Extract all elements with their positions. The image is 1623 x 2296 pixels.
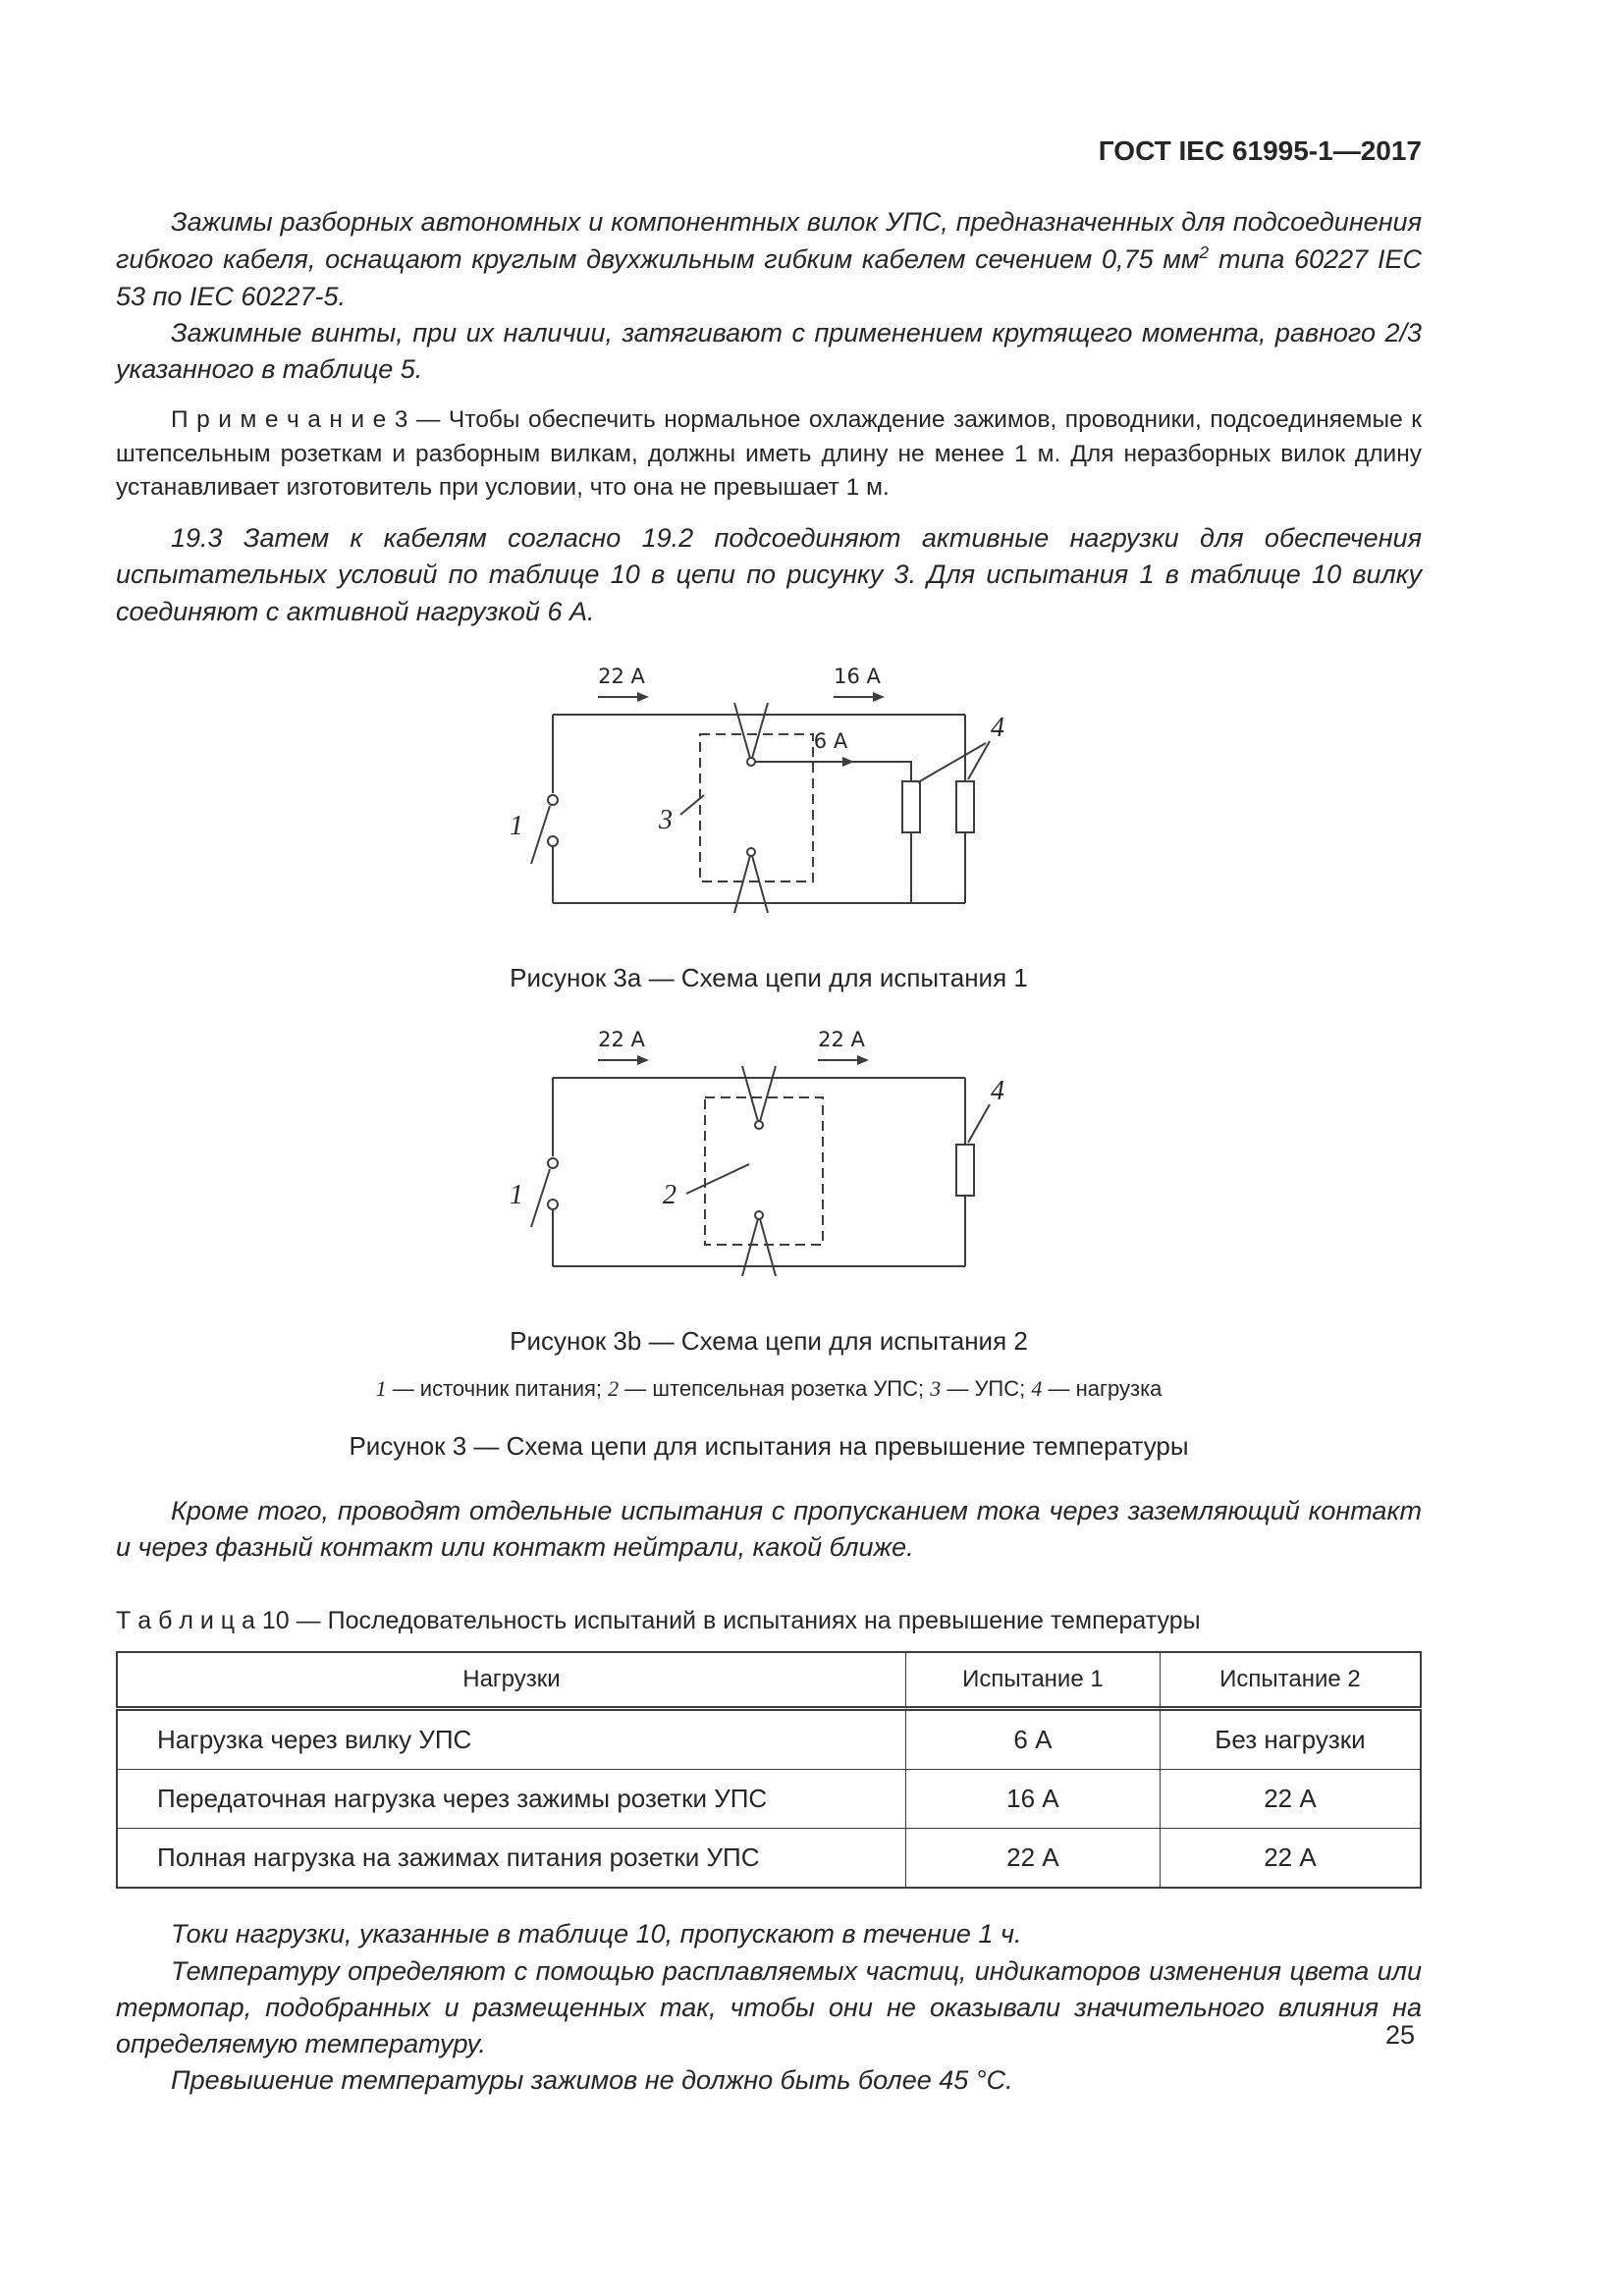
table-row [117,1709,1421,1770]
current-label-22a: 22 А [598,664,645,688]
legend-text-4: — нагрузка [1042,1375,1163,1401]
current-arrowhead-left [637,692,649,702]
ref-label-load: 4 [991,1075,1004,1106]
load-resistor-main [956,781,974,832]
plug-contact-top [734,703,768,762]
ups-dashed-boundary [700,734,813,881]
current-label-22a-left: 22 А [598,1027,645,1051]
legend-num-3: 3 [930,1375,942,1401]
ref-label-ups: 3 [659,804,673,835]
contact-point-top [747,758,755,766]
table-row [117,1829,1421,1889]
paragraph-separate-tests: Кроме того, проводят отдельные испытания с пропусканием тока через заземляющий контакт и через фазный контакт или контакт нейтрали, какой ближе. [116,1495,1422,1563]
legend-num-2: 2 [608,1375,620,1401]
ref-label-load: 4 [991,712,1004,743]
cell-test2-value: 22 А [1160,1770,1421,1829]
legend-text-1: — источник питания; [386,1375,609,1401]
supply-terminal-bottom [548,836,558,846]
page-number: 25 [1384,2020,1415,2050]
switch-blade [531,1169,550,1227]
current-label-16a: 16 А [834,664,881,688]
leader-line-2 [686,1164,749,1194]
current-arrowhead-right [873,692,885,702]
table-10-caption-label: Т а б л и ц а 10 [116,1607,290,1635]
note-3-label: П р и м е ч а н и е 3 [171,406,408,434]
table-10-caption [116,1607,1422,1635]
cell-test2-value: 22 А [1160,1829,1421,1889]
cell-load-name: Нагрузка через вилку УПС [117,1709,905,1770]
current-arrowhead-branch [842,757,854,767]
socket-dashed-boundary [705,1097,823,1245]
figure-legend [116,1376,1422,1402]
circuit-diagram-test2 [494,1009,1044,1313]
cell-load-name: Передаточная нагрузка через зажимы розетки УПС [117,1770,905,1829]
supply-terminal-bottom [548,1200,558,1209]
ref-label-source: 1 [510,1179,523,1210]
paragraph-currents-duration: Токи нагрузки, указанные в таблице 10, пропускают в течение 1 ч. [171,1919,1022,1949]
table-row [117,1770,1421,1829]
figure-3a [116,646,1422,955]
superscript-2: 2 [1199,242,1210,263]
note-3 [116,403,1422,505]
ref-label-socket: 2 [663,1179,676,1210]
paragraph-terminals [116,204,1422,315]
cell-test1-value: 16 А [905,1770,1160,1829]
current-arrowhead-left [637,1055,649,1065]
current-label-6a: 6 А [813,728,848,753]
paragraph-temperature-measurement: Температуру определяют с помощью расплавляемых частиц, индикаторов изменения цвета или термопар, подобранных и размещенных так, чтобы они не оказывали значительного влияния на определяемую температуру. [116,1955,1422,2059]
branch-6a-wire [751,762,911,903]
leader-lines-4 [918,741,990,782]
circuit-loop [553,1078,965,1266]
load-resistor-main [956,1145,974,1196]
legend-text-2: — штепсельная розетка УПС; [619,1375,931,1401]
paragraph-terminals-tail: типа 60227 IEC 53 по IEC 60227-5. [116,244,1422,311]
contact-point-top [755,1121,763,1129]
plug-contact-top [742,1066,776,1125]
contact-point-bottom [747,848,755,856]
circuit-diagram-test1 [494,646,1044,950]
table-header-row [117,1652,1421,1709]
table-10-caption-text: — Последовательность испытаний в испытаниях на превышение температуры [289,1607,1201,1635]
column-header-test1: Испытание 1 [905,1652,1160,1709]
paragraph-terminals-text: Зажимы разборных автономных и компонентных вилок УПС, предназначенных для подсоединения гибкого кабеля, оснащают круглым двухжильным гибким кабелем сечением 0,75 мм [116,207,1422,275]
cell-test1-value: 6 А [905,1709,1160,1770]
legend-text-3: — УПС; [941,1375,1032,1401]
figure-3a-caption: Рисунок 3а — Схема цепи для испытания 1 [510,962,1028,992]
ref-label-source: 1 [510,810,523,841]
page-content [116,135,1422,2100]
figure-3b-caption: Рисунок 3b — Схема цепи для испытания 2 [510,1325,1028,1356]
switch-blade [531,806,550,864]
legend-num-4: 4 [1031,1375,1043,1401]
column-header-loads: Нагрузки [117,1652,905,1709]
leader-line-4 [968,1104,990,1143]
current-arrowhead-right [857,1055,869,1065]
legend-num-1: 1 [375,1375,387,1401]
standard-number-header: ГОСТ IEC 61995-1—2017 [1098,135,1422,166]
current-label-22a-right: 22 А [818,1027,865,1051]
supply-terminal-top [548,795,558,805]
paragraph-19-3: 19.3 Затем к кабелям согласно 19.2 подсоединяют активные нагрузки для обеспечения испытательных условий по таблице 10 в цепи по рисунку 3. Для испытания 1 в таблице 10 вилку соединяют с активной нагрузкой 6 А. [116,523,1422,626]
note-3-text: — Чтобы обеспечить нормальное охлаждение зажимов, проводники, подсоединяемые к штепсельным розеткам и разборным вилкам, должны иметь длину не менее 1 м. Для неразборных вилок длину устанавливает изготовитель при условии, что она не превышает 1 м. [116,406,1422,501]
contact-point-bottom [755,1211,763,1219]
cell-load-name: Полная нагрузка на зажимах питания розетки УПС [117,1829,905,1889]
cell-test1-value: 22 А [905,1829,1160,1889]
column-header-test2: Испытание 2 [1160,1652,1421,1709]
figure-3b [116,1009,1422,1318]
supply-terminal-top [548,1158,558,1168]
figure-3-main-caption: Рисунок 3 — Схема цепи для испытания на превышение температуры [349,1430,1189,1461]
cell-test2-value: Без нагрузки [1160,1709,1421,1770]
load-resistor-branch [902,781,920,832]
paragraph-temperature-rise-limit: Превышение температуры зажимов не должно быть более 45 °С. [171,2065,1013,2096]
paragraph-screws: Зажимные винты, при их наличии, затягивают с применением крутящего момента, равного 2/3 указанного в таблице 5. [116,317,1422,384]
table-10 [116,1651,1422,1889]
